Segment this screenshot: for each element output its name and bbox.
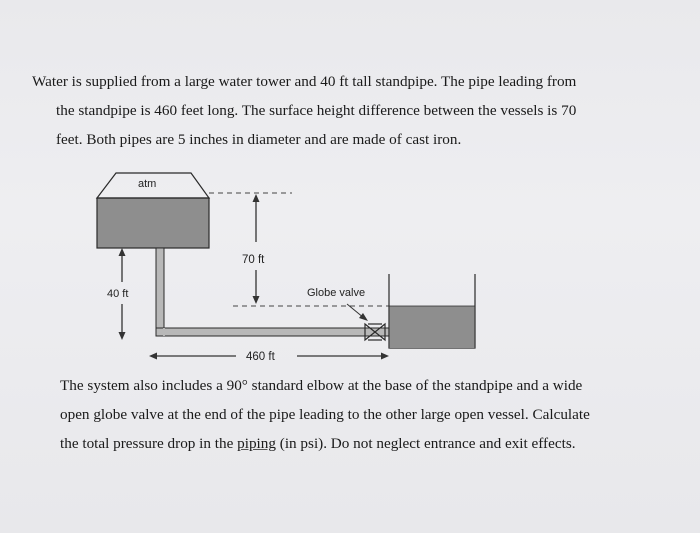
piping-link[interactable]: piping — [237, 435, 276, 452]
body-line-3-post: (in psi). Do not neglect entrance and exit effects. — [275, 435, 576, 452]
standpipe — [156, 248, 164, 334]
body-line-3-pre: the total pressure drop in the — [60, 435, 238, 452]
water-tower-tank — [97, 198, 209, 248]
pipe-length-label: 460 ft — [246, 351, 275, 363]
arrowhead-up-70 — [253, 194, 260, 202]
height-diff-label: 70 ft — [242, 254, 265, 266]
intro-line-3: feet. Both pipes are 5 inches in diameter and are made of cast iron. — [56, 131, 462, 148]
arrowhead-up — [119, 248, 126, 256]
receiving-vessel-water — [390, 306, 475, 348]
arrowhead-left — [149, 353, 157, 360]
body-line-3 — [60, 429, 660, 458]
arrowhead-down — [119, 332, 126, 340]
intro-line-2: the standpipe is 460 feet long. The surface height difference between the vessels is 70 — [56, 102, 577, 119]
horizontal-pipe — [156, 328, 389, 336]
standpipe-height-label: 40 ft — [107, 288, 129, 300]
intro-line-1: Water is supplied from a large water tower and 40 ft tall standpipe. The pipe leading from — [32, 73, 577, 90]
arrowhead-right — [381, 353, 389, 360]
atm-label: atm — [138, 178, 157, 190]
body-line-1: The system also includes a 90° standard elbow at the base of the standpipe and a wide — [60, 377, 583, 394]
arrowhead-down-70 — [253, 296, 260, 304]
body-line-2: open globe valve at the end of the pipe leading to the other large open vessel. Calculate — [60, 406, 590, 423]
problem-body — [60, 371, 660, 458]
globe-valve-label: Globe valve — [307, 287, 366, 299]
